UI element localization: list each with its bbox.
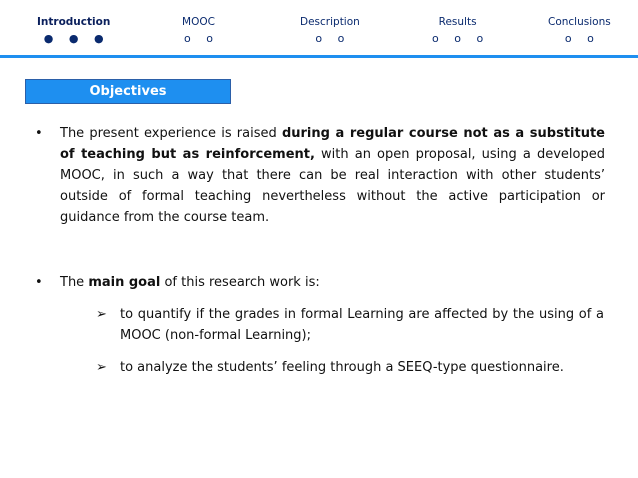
nav-item-introduction[interactable] bbox=[37, 16, 110, 45]
progress-dots: o o bbox=[564, 32, 600, 45]
text-segment: with an open proposal, using a developed MOOC, in such a way that there can be real interaction with other students’ outside of formal teaching nevertheless without the active participation or guidance from the course team. bbox=[60, 147, 605, 225]
progress-dots: o o o bbox=[432, 32, 490, 45]
sub-bullet-item bbox=[96, 304, 604, 346]
nav-item-results[interactable] bbox=[426, 16, 489, 45]
text-segment: of this research work is: bbox=[160, 275, 320, 290]
nav-item-label: Conclusions bbox=[548, 16, 611, 28]
bullet-item bbox=[35, 123, 605, 228]
nav-item-label: Description bbox=[300, 16, 360, 28]
progress-dots: o o bbox=[184, 32, 219, 45]
nav-item-conclusions[interactable] bbox=[548, 16, 611, 45]
nav-item-label: Introduction bbox=[37, 16, 111, 28]
sub-bullet-item bbox=[96, 357, 604, 378]
arrow-bullet-icon: ➢ bbox=[96, 307, 107, 322]
progress-dots: ● ● ● bbox=[43, 32, 110, 45]
top-navigation bbox=[0, 0, 638, 56]
emphasis-text: main goal bbox=[88, 275, 161, 290]
nav-item-mooc[interactable] bbox=[178, 16, 219, 45]
sub-bullet-text: to quantify if the grades in formal Learning are affected by the using of a MOOC (non-formal Learning); bbox=[120, 307, 604, 343]
nav-item-label: MOOC bbox=[182, 16, 215, 28]
bullet-marker: • bbox=[35, 275, 43, 290]
text-segment: The bbox=[60, 275, 89, 290]
nav-item-description[interactable] bbox=[300, 16, 360, 45]
nav-item-label: Results bbox=[438, 16, 477, 28]
nav-divider bbox=[0, 55, 638, 58]
emphasis-text: during a regular course not as a substitute of teaching but as reinforcement, bbox=[60, 126, 605, 162]
bullet-item bbox=[35, 272, 605, 293]
bullet-text bbox=[60, 123, 605, 228]
text-segment: The present experience is raised bbox=[60, 126, 282, 141]
section-title: Objectives bbox=[25, 79, 231, 104]
progress-dots: o o bbox=[315, 32, 351, 45]
bullet-text bbox=[60, 272, 605, 293]
bullet-marker: • bbox=[35, 126, 43, 141]
sub-bullet-text: to analyze the students’ feeling through a SEEQ-type questionnaire. bbox=[120, 360, 564, 375]
arrow-bullet-icon: ➢ bbox=[96, 360, 107, 375]
